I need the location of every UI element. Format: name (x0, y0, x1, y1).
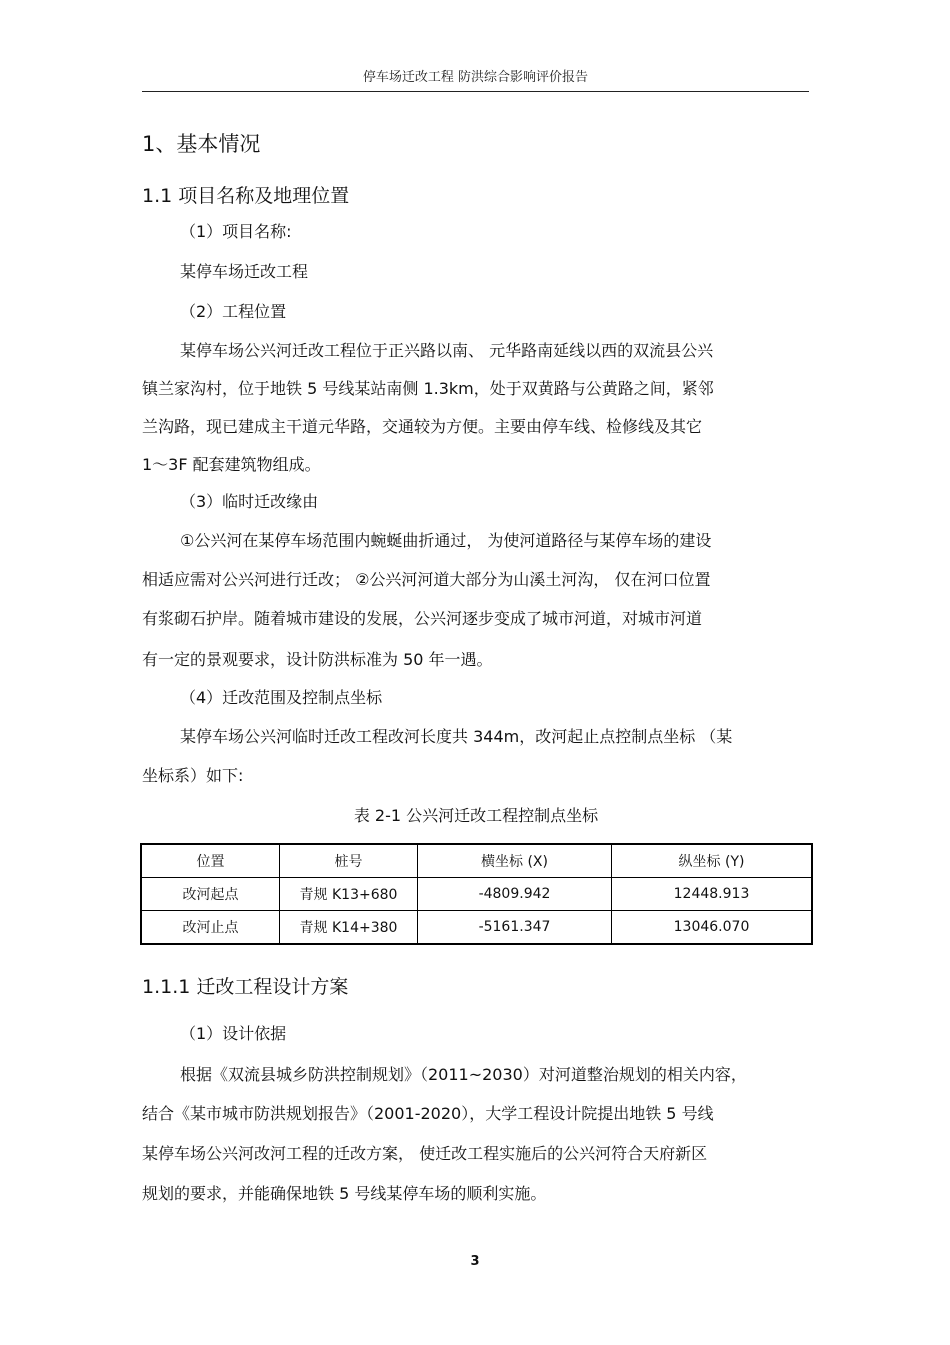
table-header-cell: 桩号 (280, 844, 418, 878)
table-cell: 12448.913 (612, 878, 813, 911)
table-cell: 改河止点 (141, 911, 280, 945)
table-cell: -4809.942 (418, 878, 612, 911)
table-header-cell: 位置 (141, 844, 280, 878)
paragraph-line: 某停车场公兴河改河工程的迁改方案， 使迁改工程实施后的公兴河符合天府新区 (142, 1144, 708, 1163)
paragraph-line: 相适应需对公兴河进行迁改； ②公兴河河道大部分为山溪土河沟， 仅在河口位置 (142, 570, 711, 589)
item1-text: 某停车场迁改工程 (180, 262, 309, 281)
table-header-cell: 纵坐标 (Y) (612, 844, 813, 878)
table-cell: 青规 K14+380 (280, 911, 418, 945)
paragraph-line: 某停车场公兴河临时迁改工程改河长度共 344m，改河起止点控制点坐标 （某 (180, 727, 733, 746)
table-caption: 表 2-1 公兴河迁改工程控制点坐标 (353, 806, 599, 825)
item4-label: （4）迁改范围及控制点坐标 (180, 688, 383, 707)
table-cell: 13046.070 (612, 911, 813, 945)
running-header: 停车场迁改工程 防洪综合影响评价报告 (362, 70, 589, 85)
paragraph-line: 结合《某市城市防洪规划报告》（2001-2020），大学工程设计院提出地铁 5 号线 (142, 1104, 714, 1123)
section-heading-1-1-1: 1.1.1 迁改工程设计方案 (142, 976, 349, 998)
table-header-row (141, 844, 812, 878)
section-heading-1-1: 1.1 项目名称及地理位置 (142, 185, 350, 207)
control-point-table (140, 843, 813, 945)
paragraph-line: ①公兴河在某停车场范围内蜿蜒曲折通过， 为使河道路径与某停车场的建设 (180, 531, 712, 550)
paragraph-line: 某停车场公兴河迁改工程位于正兴路以南、 元华路南延线以西的双流县公兴 (180, 341, 714, 360)
item1-label: （1）项目名称: (180, 222, 292, 241)
paragraph-line: 兰沟路，现已建成主干道元华路，交通较为方便。主要由停车线、检修线及其它 (142, 417, 703, 436)
header-divider (142, 91, 809, 92)
page-number: 3 (470, 1254, 480, 1269)
table-header-cell: 横坐标 (X) (418, 844, 612, 878)
table-cell: 改河起点 (141, 878, 280, 911)
paragraph-line: 坐标系）如下: (142, 766, 244, 785)
paragraph-line: 镇兰家沟村，位于地铁 5 号线某站南侧 1.3km，处于双黄路与公黄路之间，紧邻 (142, 379, 714, 398)
table-cell: -5161.347 (418, 911, 612, 945)
paragraph-line: 1～3F 配套建筑物组成。 (142, 455, 321, 474)
paragraph-line: 有一定的景观要求，设计防洪标准为 50 年一遇。 (142, 650, 493, 669)
item2-label: （2）工程位置 (180, 302, 287, 321)
item3-label: （3）临时迁改缘由 (180, 492, 319, 511)
paragraph-line: 有浆砌石护岸。随着城市建设的发展，公兴河逐步变成了城市河道，对城市河道 (142, 609, 703, 628)
design-basis-label: （1）设计依据 (180, 1024, 287, 1043)
table-row (141, 911, 812, 945)
paragraph-line: 规划的要求，并能确保地铁 5 号线某停车场的顺利实施。 (142, 1184, 547, 1203)
table-cell: 青规 K13+680 (280, 878, 418, 911)
table-row (141, 878, 812, 911)
section-heading-1: 1、基本情况 (142, 132, 261, 156)
paragraph-line: 根据《双流县城乡防洪控制规划》（2011~2030）对河道整治规划的相关内容， (180, 1065, 747, 1084)
